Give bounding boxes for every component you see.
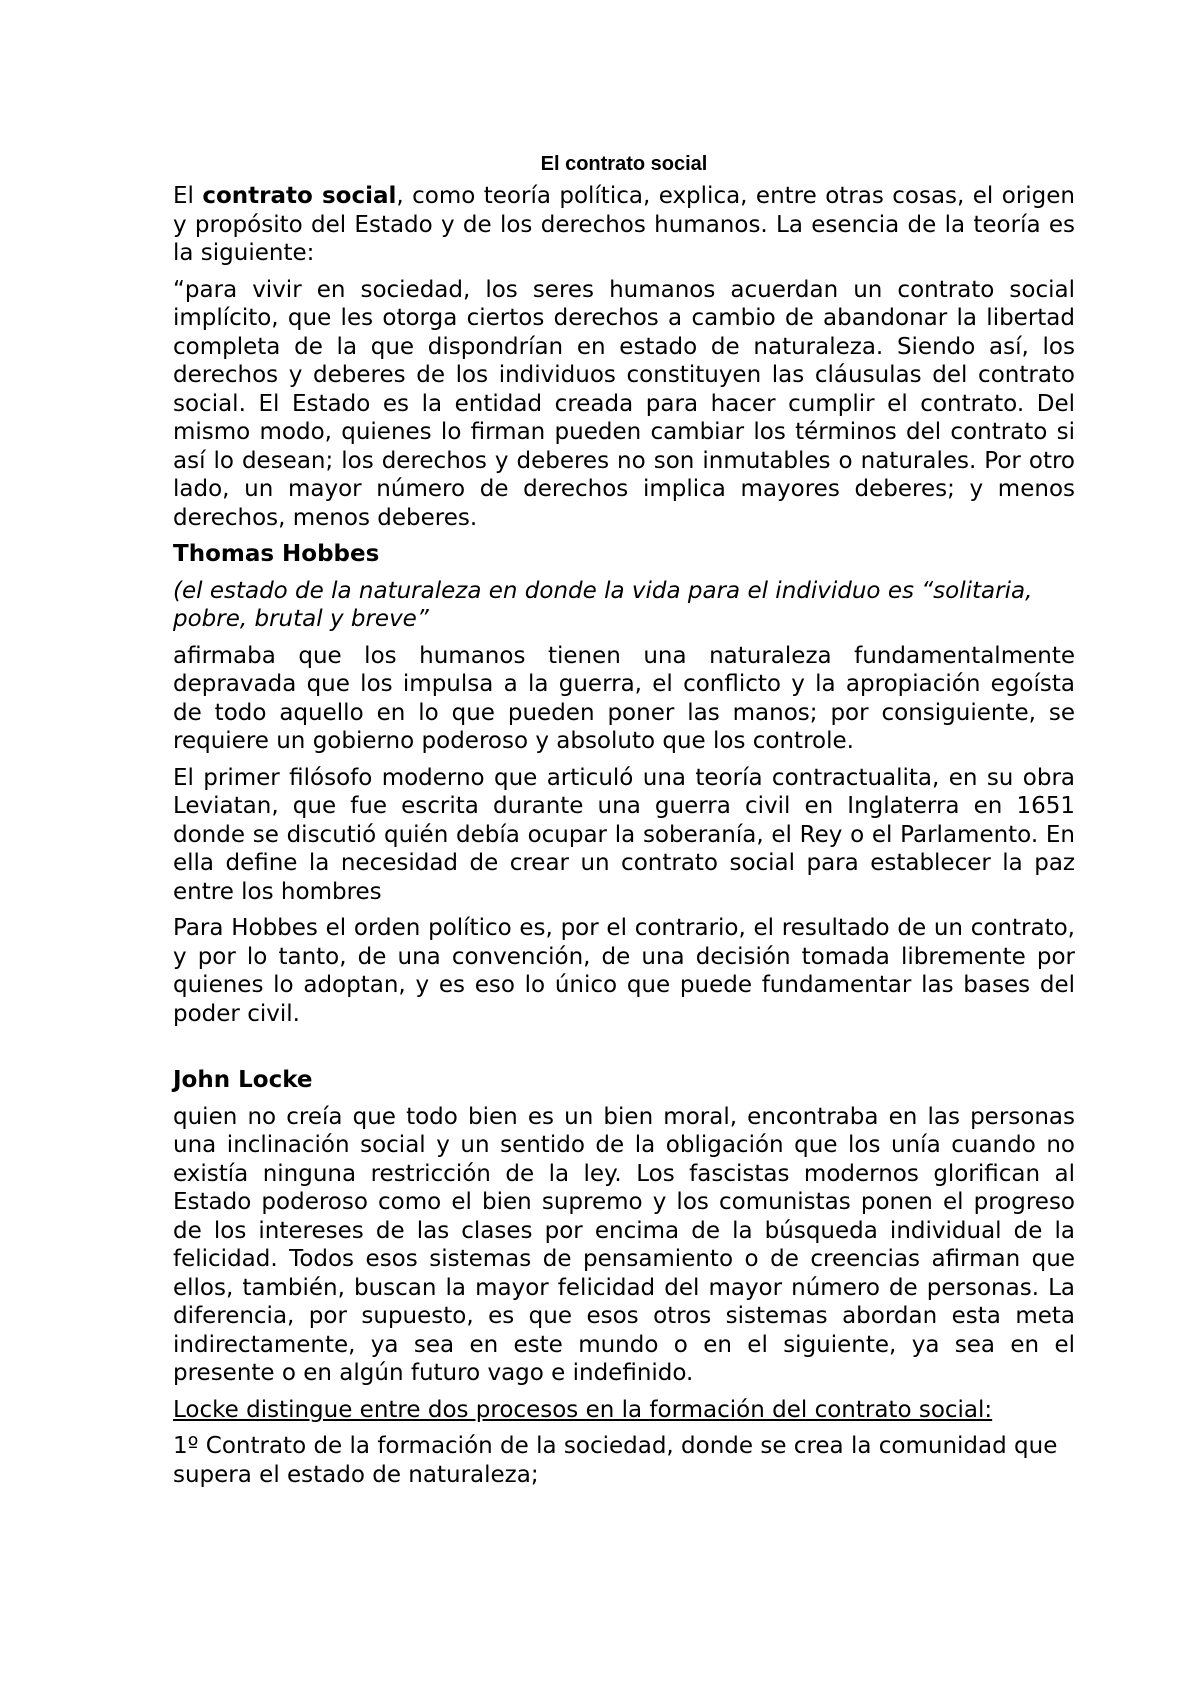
hobbes-paragraph-2: El primer filósofo moderno que articuló una teoría contractualita, en su obra Leviatan, que fue escrita durante una guerra civil en Inglaterra en 1651 donde se discutió quién debía ocupar la soberanía, el Rey o el Parlamento. En ella define la necesidad de crear un contrato social para establecer la paz entre los hombres xyxy=(173,764,1075,905)
hobbes-heading: Thomas Hobbes xyxy=(173,541,380,567)
intro-bold-term: contrato social xyxy=(202,183,397,209)
intro-paragraph xyxy=(173,182,1075,268)
section-spacer xyxy=(173,1036,1075,1066)
locke-underlined-intro: Locke distingue entre dos procesos en la formación del contrato social: xyxy=(173,1396,993,1423)
intro-rest: , como teoría política, explica, entre otras cosas, el origen y propósito del Estado y de los derechos humanos. La esencia de la teoría es la siguiente: xyxy=(173,183,1076,266)
hobbes-italic-note: (el estado de la naturaleza en donde la vida para el individuo es “solitaria, pobre, brutal y breve” xyxy=(173,577,1033,632)
quote-paragraph: “para vivir en sociedad, los seres humanos acuerdan un contrato social implícito, que les otorga ciertos derechos a cambio de abandonar la libertad completa de la que dispondrían en estado de naturaleza. Siendo así, los derechos y deberes de los individuos constituyen las cláusulas del contrato social. El Estado es la entidad creada para hacer cumplir el contrato. Del mismo modo, quienes lo firman pueden cambiar los términos del contrato si así lo desean; los derechos y deberes no son inmutables o naturales. Por otro lado, un mayor número de derechos implica mayores deberes; y menos derechos, menos deberes. xyxy=(173,276,1075,531)
document-title: El contrato social xyxy=(540,153,708,175)
intro-prefix: El xyxy=(173,183,203,209)
locke-heading: John Locke xyxy=(173,1067,313,1093)
hobbes-paragraph-1: afirmaba que los humanos tienen una naturaleza fundamentalmente depravada que los impulsa a la guerra, el conflicto y la apropiación egoísta de todo aquello en lo que pueden poner las manos; por consiguiente, se requiere un gobierno poderoso y absoluto que los controle. xyxy=(173,642,1075,754)
document-page xyxy=(173,150,1075,1497)
locke-paragraph-1: quien no creía que todo bien es un bien moral, encontraba en las personas una inclinación social y un sentido de la obligación que los unía cuando no existía ninguna restricción de la ley. Los fascistas modernos glorifican al Estado poderoso como el bien supremo y los comunistas ponen el progreso de los intereses de las clases por encima de la búsqueda individual de la felicidad. Todos esos sistemas de pensamiento o de creencias afirman que ellos, también, buscan la mayor felicidad del mayor número de personas. La diferencia, por supuesto, es que esos otros sistemas abordan esta meta indirectamente, ya sea en este mundo o en el siguiente, ya sea en el presente o en algún futuro vago e indefinido. xyxy=(173,1103,1075,1386)
locke-item-1: 1º Contrato de la formación de la sociedad, donde se crea la comunidad que supera el estado de naturaleza; xyxy=(173,1433,1058,1488)
hobbes-paragraph-3: Para Hobbes el orden político es, por el contrario, el resultado de un contrato, y por lo tanto, de una convención, de una decisión tomada libremente por quienes lo adoptan, y es eso lo único que puede fundamentar las bases del poder civil. xyxy=(173,915,1075,1027)
